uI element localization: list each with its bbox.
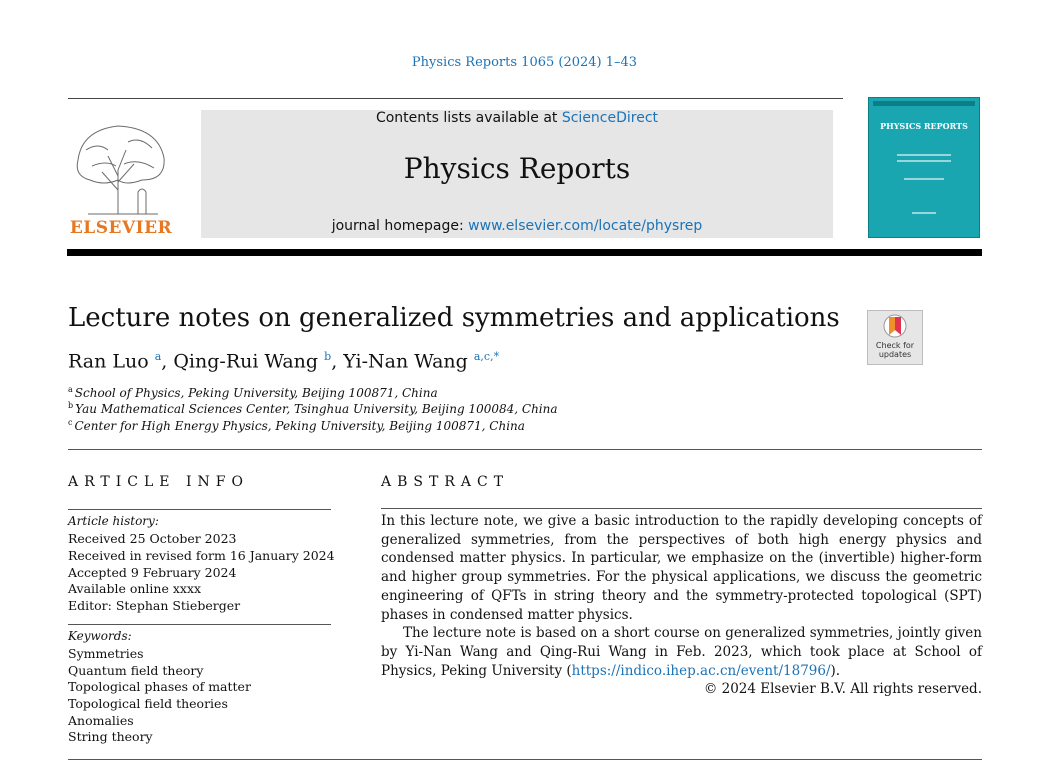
journal-cover-thumbnail[interactable] <box>868 97 980 238</box>
history-label: Article history: <box>68 514 159 528</box>
abstract-heading: ABSTRACT <box>381 474 510 490</box>
history-item: Available online xxxx <box>68 581 202 596</box>
article-info-divider <box>68 509 331 510</box>
abstract-paragraph <box>381 624 982 680</box>
contents-availability-line <box>201 110 833 126</box>
keyword-item: Topological field theories <box>68 696 228 711</box>
article-info-divider <box>68 624 331 625</box>
history-item: Received 25 October 2023 <box>68 531 237 546</box>
affiliation-mark: c <box>68 418 73 427</box>
contents-prefix: Contents lists available at <box>375 110 562 126</box>
author-affiliation-mark[interactable]: b <box>324 350 332 363</box>
check-for-updates-button[interactable] <box>867 310 923 365</box>
course-event-link[interactable]: https://indico.ihep.ac.cn/event/18796/ <box>571 662 831 679</box>
cover-title: PHYSICS REPORTS <box>880 121 968 131</box>
homepage-prefix: journal homepage: <box>331 218 469 234</box>
affiliation-mark: a <box>68 385 73 394</box>
cover-text-line <box>897 154 951 156</box>
author-affiliation-mark[interactable]: a,c,* <box>473 350 500 363</box>
bottom-divider <box>68 759 982 760</box>
keyword-item: Quantum field theory <box>68 663 204 678</box>
cover-text-line <box>904 178 944 180</box>
bookmark-ribbon-icon <box>883 314 907 340</box>
journal-title: Physics Reports <box>403 152 631 185</box>
keyword-item: String theory <box>68 729 153 744</box>
affiliation-mark: b <box>68 401 74 410</box>
affiliation-line <box>68 385 438 400</box>
article-info-heading: ARTICLE INFO <box>68 474 249 490</box>
abstract-paragraph: In this lecture note, we give a basic introduction to the rapidly developing concepts of generalized symmetries, from the perspectives of both high energy physics and condensed matter physics. In particular, we emphasize on the (invertible) higher-form and higher group symmetries. For the physical applications, we discuss the geometric engineering of QFTs in string theory and the symmetry-protected topological (SPT) phases in condensed matter physics. <box>381 513 982 623</box>
journal-masthead <box>201 110 833 238</box>
abstract-divider <box>381 508 982 509</box>
author-affiliation-mark[interactable]: a <box>154 350 162 363</box>
journal-homepage-line <box>201 218 833 234</box>
cover-text-line <box>897 160 951 162</box>
keyword-item: Symmetries <box>68 646 144 661</box>
publisher-wordmark: ELSEVIER <box>69 218 173 238</box>
affiliation-text: Center for High Energy Physics, Peking University, Beijing 100871, China <box>74 419 525 433</box>
editor-line: Editor: Stephan Stieberger <box>68 598 241 613</box>
affiliation-line <box>68 401 558 416</box>
keyword-item: Anomalies <box>68 713 134 728</box>
keywords-label: Keywords: <box>68 629 132 643</box>
affiliation-text: School of Physics, Peking University, Beijing 100871, China <box>74 386 438 400</box>
history-item: Received in revised form 16 January 2024 <box>68 548 335 563</box>
copyright-notice: © 2024 Elsevier B.V. All rights reserved. <box>703 681 982 698</box>
author-name[interactable]: Yi-Nan Wang <box>343 350 468 373</box>
publisher-logo[interactable] <box>68 120 174 238</box>
author-name[interactable]: Ran Luo <box>68 350 149 373</box>
author-separator: , <box>161 350 174 373</box>
author-separator: , <box>331 350 344 373</box>
affiliation-text: Yau Mathematical Sciences Center, Tsinghua University, Beijing 100084, China <box>75 402 558 416</box>
author-name[interactable]: Qing-Rui Wang <box>173 350 319 373</box>
tree-emblem-icon <box>68 120 174 216</box>
affiliation-line <box>68 418 525 433</box>
author-list <box>68 350 499 372</box>
journal-citation[interactable]: Physics Reports 1065 (2024) 1–43 <box>411 55 638 70</box>
top-divider <box>68 98 843 99</box>
cover-text-line <box>912 212 936 214</box>
check-for-updates-label: Check for updates <box>875 341 915 359</box>
article-title: Lecture notes on generalized symmetries and applications <box>68 303 840 333</box>
header-thick-divider <box>67 249 982 256</box>
abstract-body <box>381 512 982 699</box>
cover-top-band <box>873 101 975 106</box>
abstract-paragraph-text: The lecture note is based on a short course on generalized symmetries, jointly given by Yi-Nan Wang and Qing-Rui Wang in Feb. 2023, which took place at School of Physics, Peking University ( <box>381 625 982 679</box>
history-item: Accepted 9 February 2024 <box>68 565 237 580</box>
section-divider <box>68 449 982 450</box>
keyword-item: Topological phases of matter <box>68 679 251 694</box>
sciencedirect-link[interactable]: ScienceDirect <box>561 110 659 126</box>
abstract-paragraph-end: ). <box>830 662 841 679</box>
journal-homepage-link[interactable]: www.elsevier.com/locate/physrep <box>468 218 703 234</box>
